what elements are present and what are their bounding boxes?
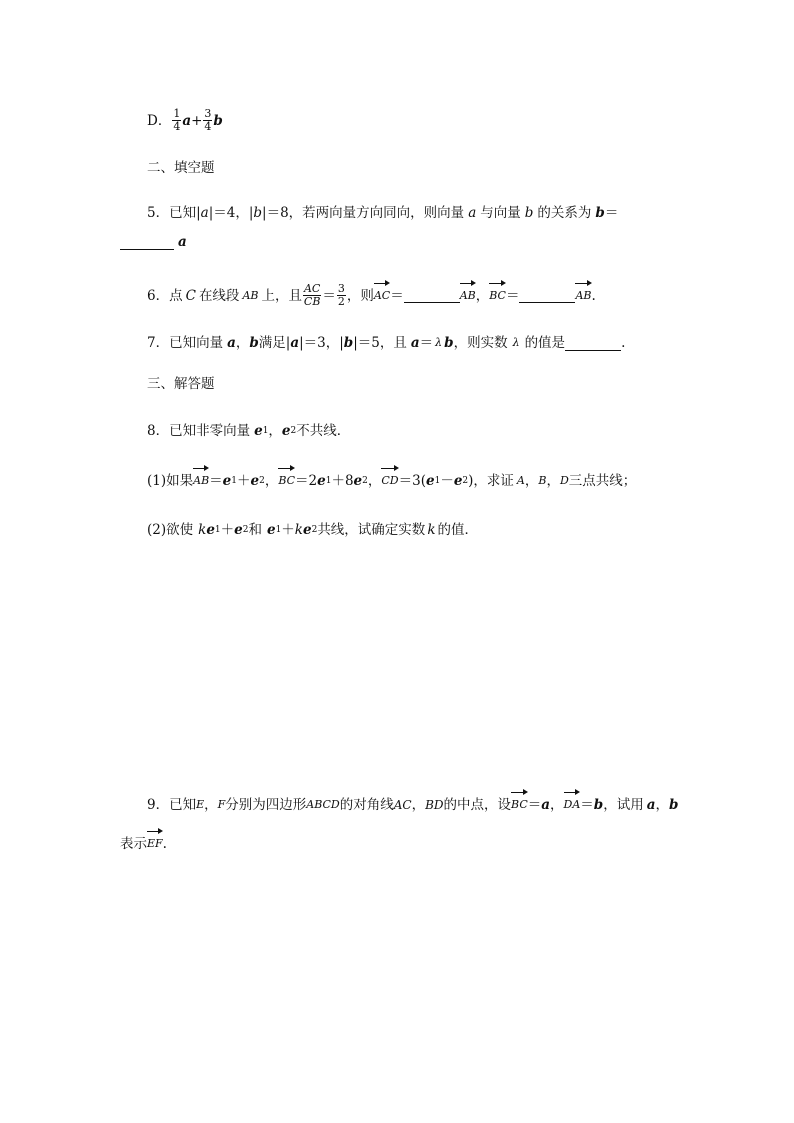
segment-ab: AB — [242, 288, 259, 302]
point-b: B — [538, 474, 547, 487]
vector-ef: EF — [147, 834, 163, 854]
text: 9．已知 — [147, 797, 197, 813]
vector-e: e — [281, 423, 291, 439]
vector-a: a — [182, 112, 192, 129]
vector-a: a — [178, 234, 187, 250]
subscript: 2 — [290, 426, 297, 436]
text: ＝ — [604, 205, 619, 221]
text: ＋ — [281, 522, 295, 538]
quadrilateral-abcd: ABCD — [306, 798, 340, 811]
vector-bc: BC — [278, 471, 295, 491]
text: 的对角线 — [339, 797, 394, 813]
text: 不共线． — [296, 423, 351, 439]
text: |＝5，且 — [353, 335, 407, 351]
vector-a: a — [541, 797, 551, 813]
var-b: b — [524, 205, 534, 221]
point-f: F — [217, 798, 226, 811]
text: ， — [268, 423, 282, 439]
text: ，则实数 — [453, 335, 508, 351]
text: ， — [655, 797, 669, 813]
question-6 — [147, 283, 596, 308]
subscript: 1 — [231, 476, 237, 486]
frac-num: 3 — [337, 282, 345, 295]
vector-ab: AB — [575, 286, 591, 306]
text: ， — [235, 335, 250, 351]
frac-den: CB — [303, 295, 321, 308]
answer-blank-2[interactable] — [519, 288, 575, 303]
vector-da: DA — [564, 795, 581, 815]
vector-b: b — [593, 797, 604, 813]
vector-bc: BC — [489, 286, 506, 306]
text: 的值是 — [524, 335, 566, 351]
vector-ab: AB — [193, 471, 209, 491]
text: 满足| — [258, 335, 291, 351]
frac-den: 4 — [204, 120, 212, 133]
text: ， — [546, 473, 560, 489]
subscript: 2 — [462, 476, 469, 486]
text: ， — [204, 797, 218, 813]
text: ，则 — [346, 287, 374, 304]
question-8 — [147, 421, 350, 441]
point-d: D — [559, 474, 569, 487]
text: 上，且 — [261, 287, 302, 304]
text: . — [162, 836, 167, 852]
text: ＝ — [209, 473, 223, 489]
text: ＝3( — [398, 473, 426, 489]
subscript: 2 — [311, 525, 318, 535]
text: (1)如果 — [147, 473, 194, 489]
vector-b: b — [595, 205, 605, 221]
question-5-line-2 — [120, 232, 187, 252]
subscript: 1 — [262, 426, 269, 436]
var-k: k — [198, 522, 207, 538]
vector-e: e — [453, 473, 463, 489]
var-b: b — [253, 205, 263, 221]
text: ＝ — [322, 287, 336, 304]
text: 7．已知向量 — [147, 335, 224, 351]
vector-e: e — [266, 522, 276, 538]
fraction-1-4 — [172, 108, 181, 133]
vector-e: e — [425, 473, 435, 489]
vector-a: a — [227, 335, 236, 351]
question-7 — [147, 333, 625, 353]
text: ＝ — [505, 287, 520, 304]
frac-num: AC — [303, 282, 321, 295]
vector-ac: AC — [374, 286, 390, 306]
text: 8．已知非零向量 — [147, 423, 251, 439]
subscript: 2 — [362, 476, 368, 486]
vector-cd: CD — [381, 471, 398, 491]
fraction-3-2 — [337, 283, 346, 308]
text: |＝8，若两向量方向同向，则向量 — [262, 205, 465, 221]
text: 和 — [248, 522, 262, 538]
subscript: 2 — [242, 525, 249, 535]
text: 分别为四边形 — [225, 797, 307, 813]
text: ， — [550, 797, 564, 813]
vector-e: e — [254, 423, 263, 439]
text: 的中点，设 — [443, 797, 512, 813]
text: ， — [411, 797, 426, 813]
text: 共线，试确定实数 — [317, 522, 426, 538]
text: 的关系为 — [537, 205, 592, 221]
text: )，求证 — [468, 473, 514, 489]
question-9-line-2 — [120, 834, 167, 854]
diagonal-ac: AC — [393, 798, 412, 812]
text: － — [440, 473, 454, 489]
choice-d — [147, 108, 223, 133]
answer-blank[interactable] — [565, 336, 621, 351]
text: 在线段 — [198, 287, 240, 304]
frac-den: 4 — [173, 120, 181, 133]
lambda: λ — [512, 336, 520, 349]
question-8-part-1 — [147, 471, 636, 491]
text: 三点共线； — [568, 473, 637, 489]
vector-e: e — [353, 473, 363, 489]
vector-e: e — [302, 522, 312, 538]
fraction-3-4 — [203, 108, 212, 133]
text: ＝2 — [295, 473, 318, 489]
point-c: C — [185, 287, 196, 304]
text: ＝ — [419, 335, 434, 351]
text: 6．点 — [147, 287, 183, 304]
question-9 — [147, 795, 678, 815]
vector-a: a — [646, 797, 656, 813]
vector-b: b — [444, 335, 454, 351]
section-title: 二、填空题 — [147, 160, 215, 176]
section-title: 三、解答题 — [147, 376, 215, 392]
var-k: k — [294, 522, 303, 538]
subscript: 1 — [275, 525, 282, 535]
text: ，试用 — [603, 797, 644, 813]
question-5 — [147, 203, 618, 223]
text: ＋ — [220, 522, 235, 538]
text: (2)欲使 — [147, 522, 194, 538]
text: ， — [524, 473, 539, 489]
text: ＝ — [527, 797, 542, 813]
vector-b: b — [343, 335, 354, 351]
frac-num: 3 — [204, 107, 212, 120]
question-8-part-2 — [147, 520, 478, 540]
var-a: a — [200, 205, 209, 221]
subscript: 1 — [214, 525, 221, 535]
vector-e: e — [222, 473, 232, 489]
subscript: 1 — [434, 476, 441, 486]
var-k: k — [427, 522, 436, 538]
text: ＋8 — [331, 473, 354, 489]
vector-b: b — [213, 112, 223, 129]
fraction-ac-cb — [303, 283, 321, 308]
text: 与向量 — [480, 205, 521, 221]
answer-blank-1[interactable] — [404, 288, 460, 303]
subscript: 2 — [259, 476, 265, 486]
vector-e: e — [317, 473, 326, 489]
section-heading-fill-blank — [147, 158, 215, 178]
text: . — [591, 287, 596, 304]
vector-a: a — [410, 335, 420, 351]
diagonal-bd: BD — [425, 798, 444, 812]
frac-den: 2 — [337, 295, 345, 308]
text: 表示 — [120, 836, 147, 852]
text: ， — [367, 473, 382, 489]
plus-sign: + — [191, 112, 203, 129]
text: |＝3，| — [299, 335, 344, 351]
text: 5．已知| — [147, 205, 201, 221]
text: ， — [264, 473, 279, 489]
vector-b: b — [249, 335, 259, 351]
var-a: a — [468, 205, 477, 221]
vector-b: b — [668, 797, 679, 813]
vector-ab: AB — [460, 286, 476, 306]
vector-e: e — [206, 522, 215, 538]
text: ＝ — [390, 287, 404, 304]
text: ， — [475, 287, 490, 304]
text: . — [621, 335, 626, 351]
subscript: 1 — [325, 476, 332, 486]
frac-num: 1 — [173, 107, 181, 120]
text: ＝ — [580, 797, 594, 813]
point-e: E — [196, 798, 205, 811]
vector-e: e — [250, 473, 260, 489]
answer-blank[interactable] — [120, 235, 174, 250]
text: |＝4，| — [208, 205, 254, 221]
lambda: λ — [435, 336, 443, 349]
vector-bc: BC — [511, 795, 528, 815]
text: ＋ — [236, 473, 251, 489]
text: 的值． — [437, 522, 478, 538]
vector-a: a — [290, 335, 300, 351]
choice-label: D． — [147, 112, 172, 129]
vector-e: e — [234, 522, 243, 538]
point-a: A — [516, 474, 525, 487]
section-heading-answer — [147, 374, 215, 394]
